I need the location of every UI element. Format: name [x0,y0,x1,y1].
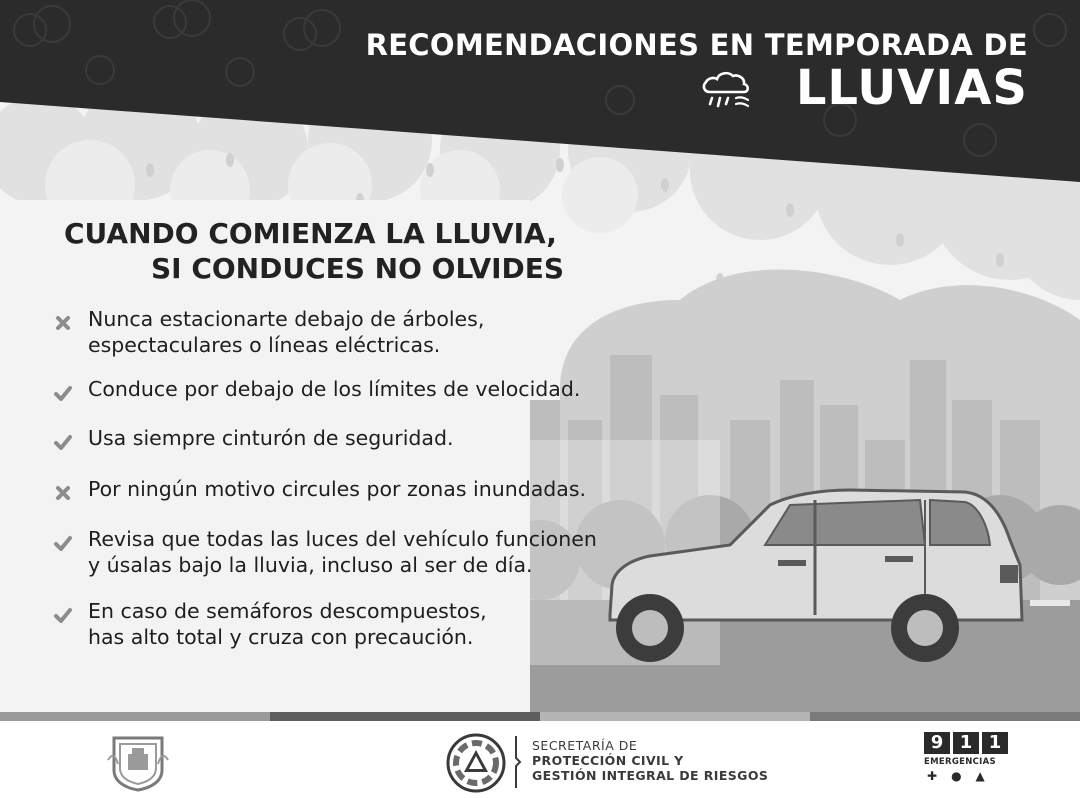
list-item-text: Usa siempre cinturón de seguridad. [88,426,454,450]
check-mark-icon [52,604,74,626]
list-item-text: Por ningún motivo circules por zonas inundadas. [88,477,587,501]
list-item-text: Nunca estacionarte debajo de árboles, espectaculares o líneas eléctricas. [88,307,485,357]
list-item [52,526,597,578]
municipal-shield-logo [104,730,172,792]
check-mark-icon [52,532,74,554]
medical-cross-icon: ✚ [927,769,938,783]
list-item-text: En caso de semáforos descompuestos, has alto total y cruza con precaución. [88,599,487,649]
footer-divider [0,712,1080,721]
civil-protection-logo [444,732,512,794]
emergency-911-logo [924,732,1010,794]
x-mark-icon [52,312,74,334]
emergency-digit: 1 [982,732,1008,754]
agency-name [532,738,768,783]
rain-cloud-icon [700,70,752,110]
list-item [52,476,586,504]
list-item [52,306,484,358]
police-cap-icon: ● [951,769,962,783]
list-item-text: Conduce por debajo de los límites de velocidad. [88,377,581,401]
list-item [52,425,454,453]
agency-name-line3: GESTIÓN INTEGRAL DE RIESGOS [532,768,769,783]
list-item-text: Revisa que todas las luces del vehículo funcionen y úsalas bajo la lluvia, incluso al ser de día. [88,527,597,577]
x-mark-icon [52,482,74,504]
agency-name-line1: SECRETARÍA DE [532,738,638,753]
section-heading-line2: SI CONDUCES NO OLVIDES [151,252,565,285]
agency-divider [512,734,522,790]
emergency-icons [924,769,1010,783]
agency-name-line2: PROTECCIÓN CIVIL Y [532,753,684,768]
emergency-digit: 1 [953,732,979,754]
check-mark-icon [52,431,74,453]
section-heading [64,216,624,286]
list-item [52,598,487,650]
fire-icon: ▲ [975,769,985,783]
list-item [52,376,580,404]
emergency-digit: 9 [924,732,950,754]
section-heading-line1: CUANDO COMIENZA LA LLUVIA, [64,217,557,250]
emergency-label: EMERGENCIAS [924,757,996,767]
header-title-line2: LLUVIAS [795,60,1028,116]
header-title-line1: RECOMENDACIONES EN TEMPORADA DE [365,28,1028,62]
emergency-digits [924,732,1010,754]
check-mark-icon [52,382,74,404]
